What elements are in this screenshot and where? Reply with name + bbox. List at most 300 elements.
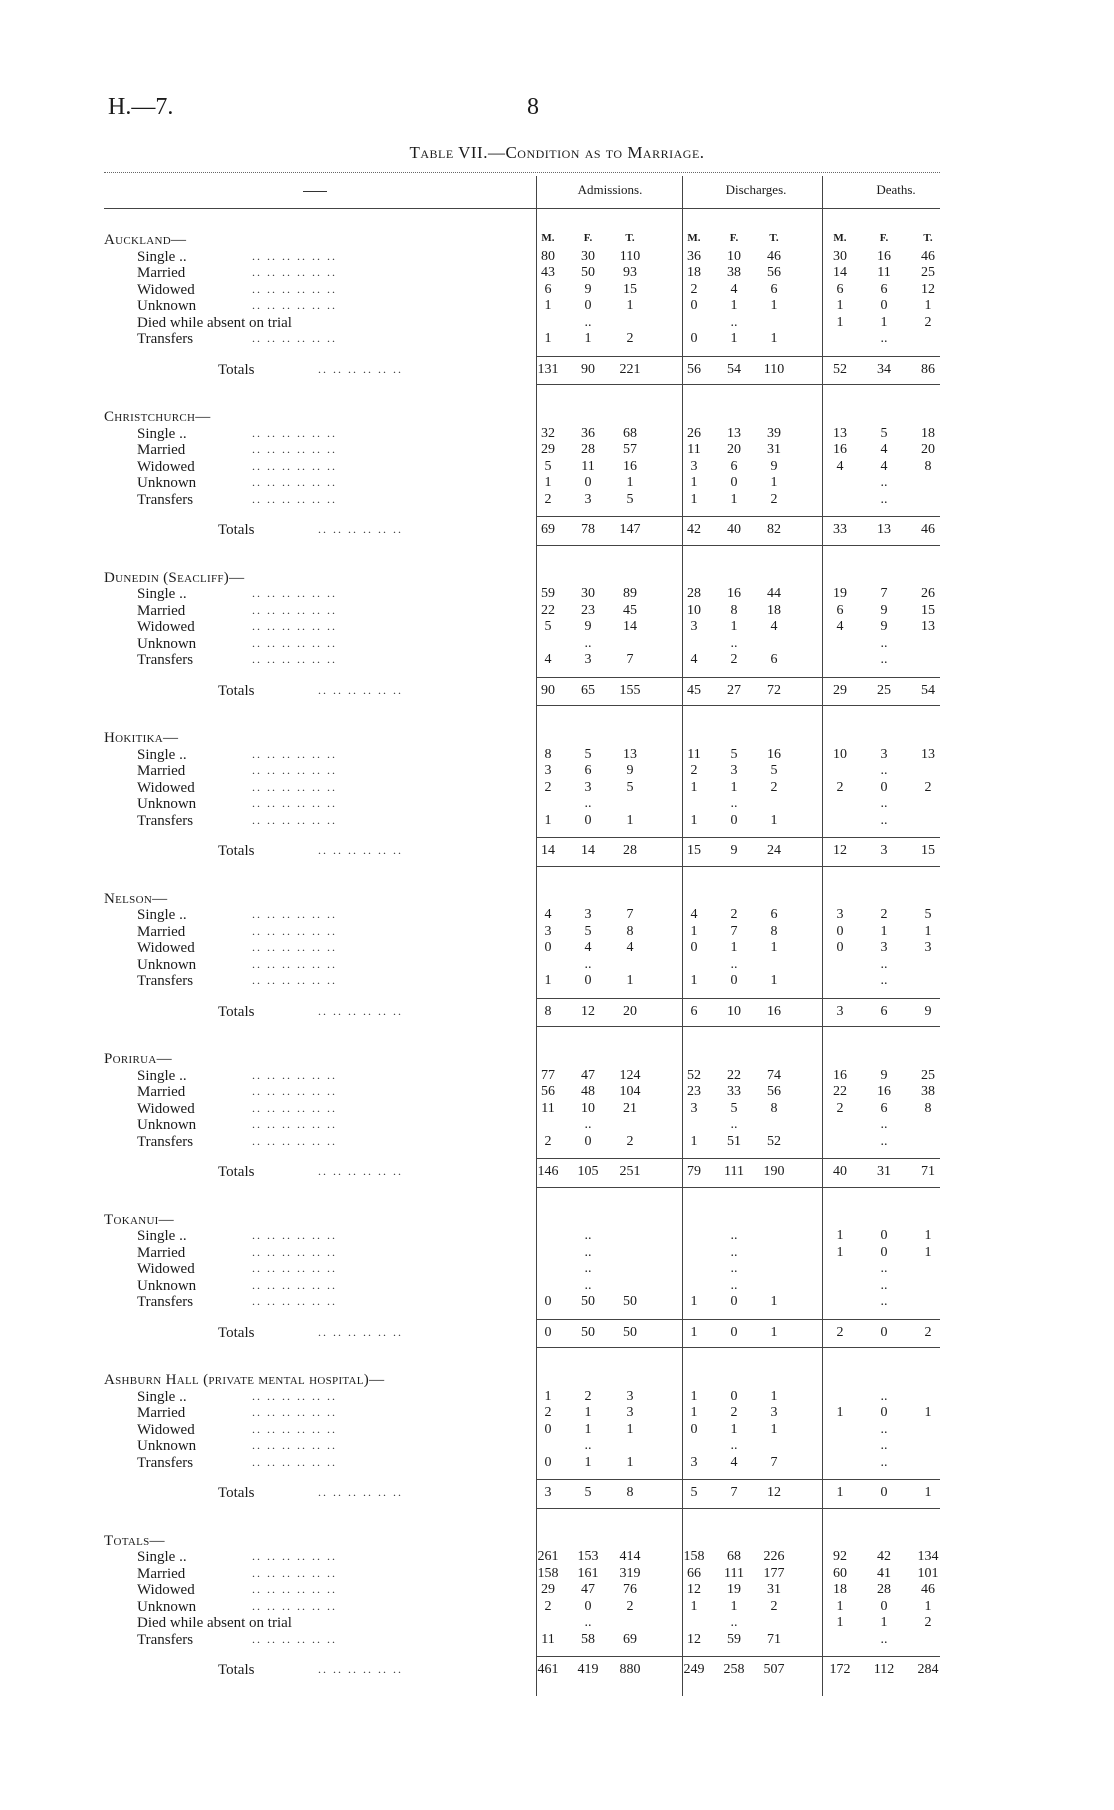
cell-dis: 54 [727, 361, 741, 377]
cell-adm: 8 [544, 746, 552, 762]
row-label: Married [137, 265, 186, 281]
cell-dth: 9 [924, 1003, 932, 1019]
cell-adm: 12 [581, 1003, 595, 1019]
leader-dots: .. .. .. .. .. .. [252, 907, 337, 921]
leader-dots: .. .. .. .. .. .. [252, 1405, 337, 1419]
row-label: Single .. [137, 586, 187, 602]
totals-label: Totals [218, 1164, 255, 1180]
cell-dis: .. [730, 1438, 738, 1453]
cell-adm: 0 [584, 1598, 592, 1614]
cell-dis: 507 [763, 1662, 785, 1677]
totals-label: Totals [218, 682, 255, 699]
cell-dth: .. [880, 1421, 888, 1437]
cell-dis: 6 [730, 458, 738, 474]
cell-dth: 2 [924, 314, 932, 330]
cell-dis: 158 [683, 1549, 705, 1564]
cell-dis: 38 [727, 265, 741, 280]
cell-adm: .. [584, 1244, 592, 1260]
section-heading: Totals— [104, 1532, 165, 1549]
cell-adm: 880 [619, 1662, 641, 1677]
row-label: Single .. [137, 1549, 187, 1565]
cell-dth: 28 [877, 1582, 891, 1597]
cell-dth: .. [880, 1133, 888, 1149]
cell-dis: 7 [730, 923, 738, 939]
section-heading: Nelson— [104, 890, 168, 907]
cell-dis: 10 [687, 602, 701, 618]
cell-dis: 2 [690, 281, 698, 297]
cell-dis: 9 [730, 843, 738, 858]
cell-dis: 12 [687, 1582, 701, 1597]
table-row [0, 747, 1114, 764]
cell-adm: .. [584, 1117, 592, 1132]
cell-dth: 9 [880, 619, 888, 634]
cell-dis: 18 [687, 265, 701, 280]
cell-adm: 0 [584, 973, 592, 988]
cell-dth: 18 [921, 425, 935, 441]
subhead-dis: F. [729, 232, 739, 244]
row-label: Married [137, 1565, 186, 1582]
leader-dots: .. .. .. .. .. .. [252, 619, 337, 633]
leader-dots: .. .. .. .. .. .. [252, 1565, 337, 1580]
leader-dots: .. .. .. .. .. .. [318, 682, 403, 697]
section-heading-row [0, 891, 1114, 908]
cell-adm: 4 [544, 652, 552, 667]
cell-dth: 3 [924, 940, 932, 955]
cell-dth: 0 [880, 1485, 888, 1500]
cell-adm: 2 [544, 779, 552, 795]
section-heading-row [0, 1372, 1114, 1389]
cell-adm: 47 [581, 1582, 595, 1597]
cell-dis: 1 [770, 940, 778, 955]
cell-dth: .. [880, 1438, 888, 1453]
cell-adm: .. [584, 1277, 592, 1293]
table-row [0, 1582, 1114, 1599]
cell-adm: 9 [584, 619, 592, 634]
cell-dis: 1 [730, 940, 738, 955]
leader-dots: .. .. .. .. .. .. [252, 635, 337, 650]
table-row [0, 1117, 1114, 1134]
table-row [0, 315, 1114, 332]
leader-dots: .. .. .. .. .. .. [252, 331, 337, 345]
leader-dots: .. .. .. .. .. .. [318, 1324, 403, 1339]
cell-dis: 56 [687, 361, 701, 377]
cell-dth: 3 [836, 907, 844, 922]
cell-dis: .. [730, 1277, 738, 1293]
cell-dis: 3 [690, 619, 698, 634]
row-label: Unknown [137, 796, 197, 812]
cell-dis: 2 [730, 1405, 738, 1420]
cell-adm: 57 [623, 442, 637, 457]
cell-dis: 1 [690, 812, 698, 828]
leader-dots: .. .. .. .. .. .. [252, 281, 337, 296]
cell-dis: 52 [767, 1133, 781, 1149]
leader-dots: .. .. .. .. .. .. [252, 1084, 337, 1098]
cell-adm: 1 [584, 1421, 592, 1437]
totals-bottom-rule [536, 384, 940, 385]
totals-label: Totals [218, 522, 255, 538]
cell-dth: .. [880, 652, 888, 667]
leader-dots: .. .. .. .. .. .. [252, 298, 337, 312]
leader-dots: .. .. .. .. .. .. [252, 442, 337, 456]
section-heading: Dunedin (Seacliff)— [104, 569, 245, 586]
cell-adm: 69 [623, 1631, 637, 1647]
cell-dth: 172 [829, 1662, 851, 1677]
table-row [0, 1599, 1114, 1616]
cell-dis: 19 [727, 1582, 741, 1597]
leader-dots: .. .. .. .. .. .. [318, 522, 403, 536]
cell-dth: 284 [917, 1662, 939, 1677]
row-label: Widowed [137, 458, 195, 475]
section-heading-row [0, 570, 1114, 587]
cell-adm: 0 [584, 1133, 592, 1149]
table-row [0, 940, 1114, 957]
cell-dis: .. [730, 956, 738, 972]
cell-dth: 16 [833, 1067, 847, 1083]
totals-bottom-rule [536, 545, 940, 546]
table-row [0, 1261, 1114, 1278]
cell-adm: 0 [584, 812, 592, 828]
cell-dis: 249 [683, 1662, 705, 1677]
row-label: Single .. [137, 1228, 187, 1244]
totals-rule [536, 1319, 940, 1320]
cell-dis: 0 [730, 812, 738, 828]
cell-adm: 22 [541, 602, 555, 618]
cell-dis: 2 [690, 763, 698, 778]
cell-dth: 1 [836, 1244, 844, 1260]
group-head-discharges: Discharges. [725, 182, 787, 197]
row-label: Single .. [137, 746, 187, 763]
cell-dth: 3 [880, 940, 888, 955]
row-label: Transfers [137, 973, 194, 989]
row-label: Unknown [137, 635, 197, 652]
cell-dis: 72 [767, 682, 781, 698]
cell-adm: 20 [623, 1003, 637, 1019]
cell-dis: 23 [687, 1084, 701, 1099]
cell-adm: 2 [544, 1405, 552, 1420]
leader-dots: .. .. .. .. .. .. [252, 586, 337, 600]
cell-dth: 1 [924, 1405, 932, 1420]
leader-dots: .. .. .. .. .. .. [252, 1133, 337, 1148]
row-label: Unknown [137, 1277, 197, 1294]
cell-dth: 9 [880, 1067, 888, 1083]
cell-adm: 3 [584, 907, 592, 922]
cell-dis: 33 [727, 1084, 741, 1099]
row-label: Single .. [137, 1067, 187, 1084]
cell-adm: .. [584, 314, 592, 330]
cell-adm: 2 [626, 1598, 634, 1614]
totals-row [0, 1325, 1114, 1342]
cell-dis: 27 [727, 682, 741, 698]
group-head-deaths: Deaths. [876, 182, 916, 197]
cell-adm: 1 [626, 298, 634, 313]
leader-dots: .. .. .. .. .. .. [252, 1631, 337, 1646]
cell-dis: 82 [767, 522, 781, 537]
cell-dis: 1 [690, 1405, 698, 1420]
cell-adm: 2 [544, 491, 552, 507]
cell-dth: 34 [877, 361, 891, 377]
table-row [0, 973, 1114, 990]
leader-dots: .. .. .. .. .. .. [252, 491, 337, 506]
cell-adm: 124 [619, 1067, 641, 1083]
cell-dis: 3 [690, 1454, 698, 1470]
cell-adm: 0 [544, 940, 552, 955]
leader-dots: .. .. .. .. .. .. [252, 1454, 337, 1469]
subhead-adm: M. [541, 232, 555, 244]
cell-dis: 52 [687, 1067, 701, 1083]
totals-row [0, 522, 1114, 539]
cell-dth: .. [880, 635, 888, 651]
row-label: Married [137, 923, 186, 940]
cell-dth: 6 [880, 281, 888, 297]
subhead-dth: T. [923, 232, 933, 244]
cell-dth: 86 [921, 361, 935, 377]
cell-adm: 0 [544, 1454, 552, 1470]
cell-adm: 93 [623, 265, 637, 280]
row-label: Transfers [137, 331, 194, 347]
cell-dth: 3 [880, 746, 888, 762]
table-row [0, 603, 1114, 620]
cell-dis: 7 [770, 1454, 778, 1470]
cell-dis: 1 [690, 1324, 698, 1340]
cell-dis: 3 [690, 1100, 698, 1116]
cell-dis: 18 [767, 602, 781, 618]
leader-dots: .. .. .. .. .. .. [252, 779, 337, 794]
cell-dis: 1 [730, 1598, 738, 1614]
section-heading: Ashburn Hall (private mental hospital)— [104, 1372, 385, 1388]
cell-dis: 2 [730, 907, 738, 922]
leader-dots: .. .. .. .. .. .. [252, 973, 337, 987]
cell-adm: 319 [619, 1565, 641, 1581]
cell-adm: 4 [626, 940, 634, 955]
cell-adm: 5 [626, 779, 634, 795]
leader-dots: .. .. .. .. .. .. [252, 1100, 337, 1115]
cell-dis: 3 [730, 763, 738, 778]
cell-dis: 0 [690, 1421, 698, 1437]
cell-dth: .. [880, 973, 888, 988]
totals-label: Totals [218, 1662, 255, 1678]
cell-adm: 14 [541, 843, 555, 858]
cell-dth: 52 [833, 361, 847, 377]
cell-adm: 1 [544, 475, 552, 490]
cell-adm: 59 [541, 586, 555, 601]
section-heading: Hokitika— [104, 730, 179, 746]
section-heading-row [0, 730, 1114, 747]
row-label: Unknown [137, 298, 197, 314]
cell-dis: 1 [690, 475, 698, 490]
cell-adm: 5 [544, 619, 552, 634]
leader-dots: .. .. .. .. .. .. [252, 763, 337, 777]
cell-dis: 1 [690, 973, 698, 988]
table-row [0, 1101, 1114, 1118]
cell-dth: 0 [880, 298, 888, 313]
row-label: Widowed [137, 1582, 195, 1598]
totals-row [0, 362, 1114, 379]
cell-adm: 1 [626, 812, 634, 828]
cell-adm: 8 [626, 1485, 634, 1500]
cell-dth: 12 [921, 281, 935, 297]
cell-adm: 414 [619, 1549, 641, 1564]
cell-dis: 22 [727, 1067, 741, 1083]
cell-dth: 112 [873, 1662, 895, 1677]
leader-dots: .. .. .. .. .. .. [318, 1662, 403, 1676]
cell-dth: 15 [921, 843, 935, 858]
row-label: Widowed [137, 1261, 195, 1277]
totals-rule [536, 837, 940, 838]
cell-dth: .. [880, 475, 888, 490]
cell-adm: 30 [581, 248, 595, 264]
cell-dth: .. [880, 763, 888, 778]
cell-adm: 3 [584, 779, 592, 795]
cell-dth: 6 [880, 1100, 888, 1116]
cell-adm: 1 [544, 331, 552, 346]
cell-dth: 4 [836, 619, 844, 634]
column-rule [682, 176, 683, 1696]
row-label: Transfers [137, 812, 194, 829]
cell-dis: 177 [763, 1565, 785, 1581]
cell-dth: .. [880, 1277, 888, 1293]
table-row [0, 1422, 1114, 1439]
cell-dth: 0 [836, 940, 844, 955]
cell-dis: .. [730, 1228, 738, 1243]
cell-adm: 80 [541, 248, 555, 264]
table-row [0, 763, 1114, 780]
totals-bottom-rule [536, 705, 940, 706]
cell-adm: 110 [619, 248, 641, 264]
section-heading: Porirua— [104, 1051, 172, 1067]
row-label: Married [137, 1084, 186, 1100]
table-row [0, 780, 1114, 797]
cell-adm: 9 [626, 763, 634, 778]
row-label: Widowed [137, 1421, 195, 1438]
cell-dis: 1 [770, 1421, 778, 1437]
table-row [0, 1278, 1114, 1295]
cell-dis: 4 [690, 652, 698, 667]
table-row [0, 265, 1114, 282]
leader-dots: .. .. .. .. .. .. [252, 1067, 337, 1082]
totals-bottom-rule [536, 1508, 940, 1509]
column-rule [822, 176, 823, 1696]
cell-adm: 1 [584, 331, 592, 346]
cell-dth: 101 [917, 1565, 939, 1581]
totals-rule [536, 356, 940, 357]
cell-adm: 29 [541, 442, 555, 457]
cell-dis: 1 [730, 331, 738, 346]
cell-dth: 1 [836, 1485, 844, 1500]
cell-dis: 6 [690, 1003, 698, 1019]
cell-adm: 5 [626, 491, 634, 507]
cell-dis: 190 [763, 1164, 785, 1179]
cell-adm: 1 [626, 1421, 634, 1437]
cell-dis: 11 [687, 746, 701, 762]
cell-dis: 31 [767, 1582, 781, 1597]
cell-adm: 11 [581, 458, 595, 474]
cell-dth: 38 [921, 1084, 935, 1099]
cell-dth: 60 [833, 1565, 847, 1581]
cell-dth: 42 [877, 1549, 891, 1564]
cell-adm: 28 [581, 442, 595, 457]
cell-adm: 147 [619, 522, 641, 537]
cell-dis: 1 [730, 491, 738, 507]
cell-dth: 0 [880, 1405, 888, 1420]
cell-adm: 0 [544, 1421, 552, 1437]
cell-dth: 1 [836, 1615, 844, 1630]
leader-dots: .. .. .. .. .. .. [252, 1388, 337, 1403]
leader-dots: .. .. .. .. .. .. [252, 796, 337, 810]
section-heading: Christchurch— [104, 409, 211, 425]
cell-adm: 8 [544, 1003, 552, 1019]
cell-adm: 8 [626, 923, 634, 939]
section-heading-row [0, 232, 1114, 249]
totals-rule [536, 516, 940, 517]
row-label: Transfers [137, 652, 194, 668]
cell-dth: 1 [924, 1598, 932, 1614]
cell-dth: 1 [836, 1598, 844, 1614]
table-row [0, 813, 1114, 830]
cell-adm: 1 [584, 1405, 592, 1420]
totals-rule [536, 998, 940, 999]
cell-dis: 3 [770, 1405, 778, 1420]
table-row [0, 1405, 1114, 1422]
cell-adm: 0 [584, 298, 592, 313]
cell-adm: 13 [623, 746, 637, 762]
cell-dth: 19 [833, 586, 847, 601]
cell-adm: 2 [626, 331, 634, 346]
cell-dth: 26 [921, 586, 935, 601]
cell-dis: 44 [767, 586, 781, 601]
cell-dth: .. [880, 956, 888, 972]
subhead-adm: F. [583, 232, 593, 244]
leader-dots: .. .. .. .. .. .. [252, 812, 337, 827]
row-label: Widowed [137, 940, 195, 956]
cell-adm: 1 [544, 812, 552, 828]
cell-dth: 3 [880, 843, 888, 858]
table-row [0, 475, 1114, 492]
cell-adm: .. [584, 956, 592, 972]
cell-dis: 4 [730, 1454, 738, 1470]
cell-dis: 1 [730, 779, 738, 795]
cell-dth: 1 [924, 1244, 932, 1260]
cell-dth: 22 [833, 1084, 847, 1099]
cell-adm: 161 [577, 1565, 599, 1581]
cell-adm: 48 [581, 1084, 595, 1099]
table-row [0, 907, 1114, 924]
totals-bottom-rule [536, 1347, 940, 1348]
cell-dth: 1 [880, 923, 888, 939]
cell-dis: .. [730, 1117, 738, 1132]
row-label: Transfers [137, 1133, 194, 1150]
cell-adm: 69 [541, 522, 555, 537]
cell-dis: 5 [730, 746, 738, 762]
cell-dis: 56 [767, 265, 781, 280]
cell-dis: 16 [767, 1003, 781, 1019]
cell-dis: 16 [727, 586, 741, 601]
leader-dots: .. .. .. .. .. .. [252, 1228, 337, 1242]
table-row [0, 1294, 1114, 1311]
leader-dots: .. .. .. .. .. .. [252, 602, 337, 617]
table-row [0, 1549, 1114, 1566]
row-label: Single .. [137, 425, 187, 442]
cell-dth: .. [880, 1388, 888, 1404]
cell-dth: 16 [877, 248, 891, 264]
cell-adm: 56 [541, 1084, 555, 1099]
cell-adm: 104 [619, 1084, 641, 1099]
cell-adm: 21 [623, 1100, 637, 1116]
cell-adm: .. [584, 796, 592, 811]
cell-adm: 68 [623, 425, 637, 441]
cell-dis: 66 [687, 1565, 701, 1581]
cell-dth: 15 [921, 602, 935, 618]
cell-dis: .. [730, 635, 738, 651]
